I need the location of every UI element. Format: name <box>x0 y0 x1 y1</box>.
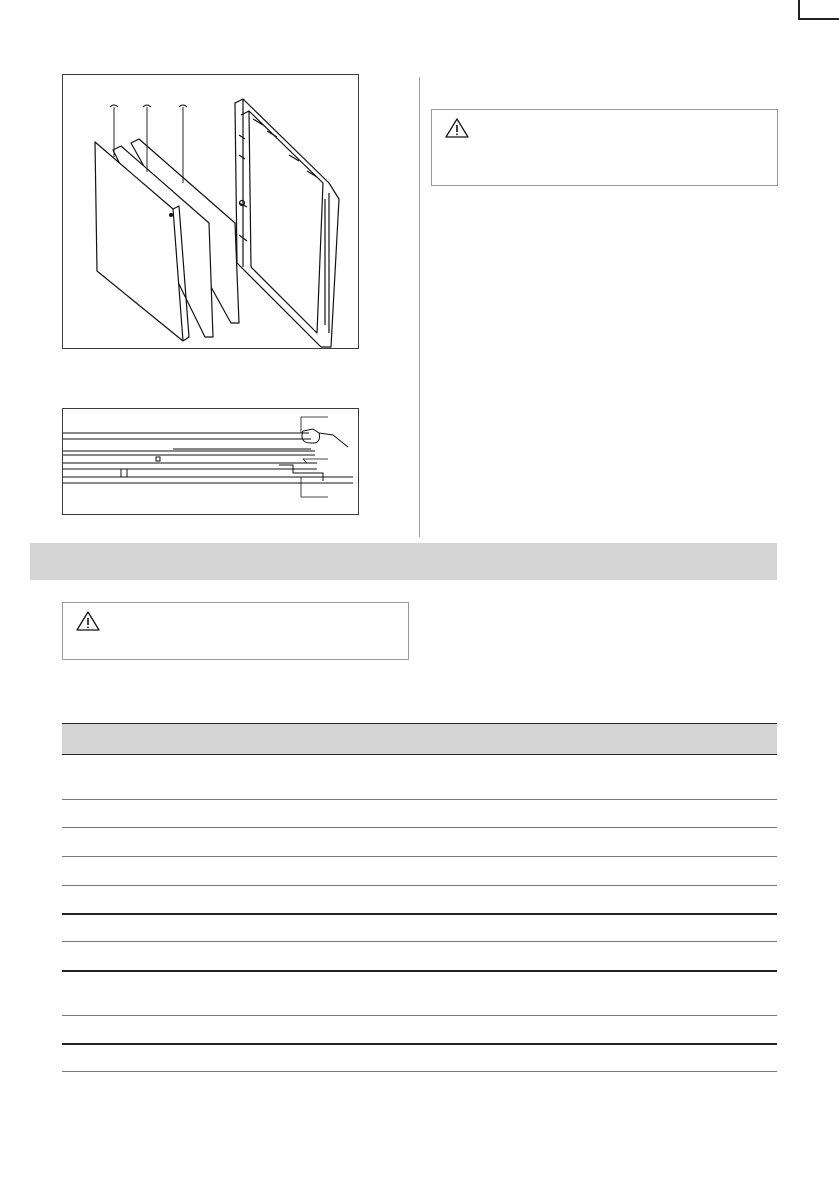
section-header-bar <box>30 543 777 580</box>
table-header-cell <box>418 724 777 755</box>
door-edge-detail-figure <box>62 408 359 515</box>
table-cell <box>418 914 777 942</box>
door-edge-detail-drawing <box>63 409 358 514</box>
table-cell <box>62 857 418 886</box>
table-cell <box>62 886 418 914</box>
table-row <box>62 857 777 886</box>
table-cell <box>418 942 777 971</box>
table-row <box>62 942 777 971</box>
table-cell <box>62 914 418 942</box>
table-cell <box>62 942 418 971</box>
table-cell <box>418 1016 777 1044</box>
column-divider <box>419 77 420 537</box>
table-cell <box>62 828 418 857</box>
warning-triangle-icon <box>444 116 470 140</box>
warning-triangle-icon <box>75 609 101 633</box>
specification-table <box>62 723 777 1072</box>
table-cell <box>418 971 777 1016</box>
door-glass-panels-drawing <box>63 75 358 348</box>
table-row <box>62 800 777 828</box>
table-cell <box>418 1044 777 1072</box>
table-row <box>62 886 777 914</box>
table-row <box>62 914 777 942</box>
crop-mark-top-horizontal <box>798 18 839 20</box>
warning-box-right <box>431 109 778 186</box>
door-glass-panels-figure <box>62 74 359 349</box>
table-header-cell <box>62 724 418 755</box>
warning-box-left <box>62 602 409 660</box>
table-cell <box>418 857 777 886</box>
table-cell <box>418 800 777 828</box>
table-cell <box>62 1044 418 1072</box>
table-cell <box>62 971 418 1016</box>
table-row <box>62 755 777 800</box>
crop-mark-top-vertical <box>798 0 800 20</box>
table-cell <box>62 800 418 828</box>
table-cell <box>418 886 777 914</box>
table-row <box>62 1016 777 1044</box>
table-cell <box>62 1016 418 1044</box>
table-cell <box>62 755 418 800</box>
table-cell <box>418 755 777 800</box>
table-row <box>62 828 777 857</box>
table-row <box>62 1044 777 1072</box>
table-cell <box>418 828 777 857</box>
table-row <box>62 971 777 1016</box>
table-header-row <box>62 724 777 755</box>
